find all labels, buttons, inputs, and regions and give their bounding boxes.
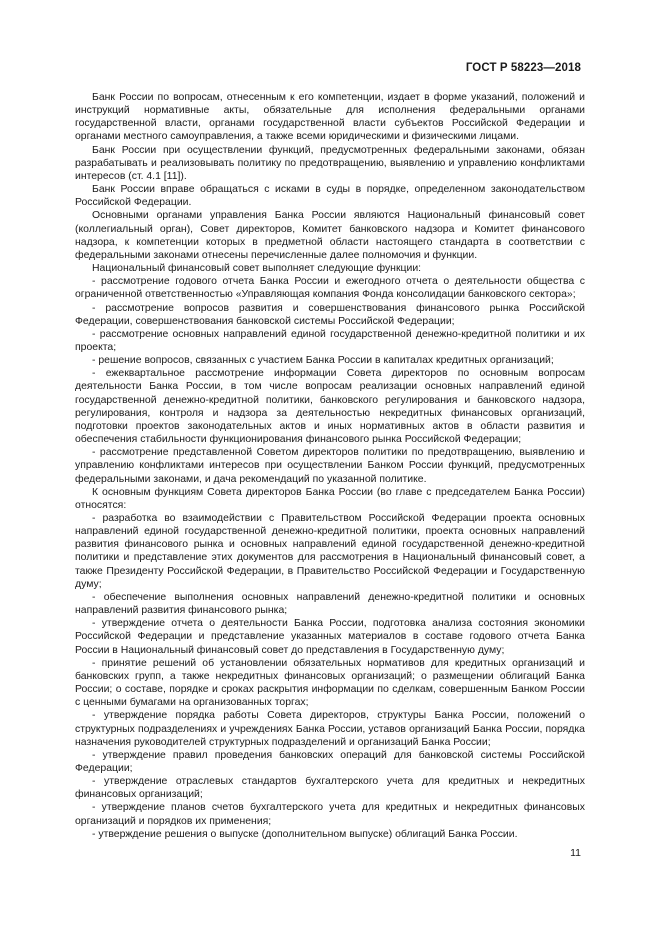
list-item: - утверждение отраслевых стандартов бухгалтерского учета для кредитных и некредитных финансовых организаций; <box>75 776 585 801</box>
list-item: - решение вопросов, связанных с участием Банка России в капиталах кредитных организаций; <box>92 355 554 367</box>
list-item: - утверждение правил проведения банковских операций для банковской системы Российской Федерации; <box>75 749 585 774</box>
list-item: - обеспечение выполнения основных направлений денежно-кредитной политики и основных направлений развития финансового рынка; <box>75 591 585 617</box>
paragraph: Банк России по вопросам, отнесенным к его компетенции, издает в форме указаний, положений и инструкций нормативные акты, обязательные для исполнения федеральными органами государственной власти, органами государственной власти субъектов Российской Федерации и органами местного самоуправления, а также всеми юридическими и физическими лицами. <box>75 92 585 143</box>
paragraph: Основными органами управления Банка России являются Национальный финансовый совет (коллегиальный орган), Совет директоров, Комитет банковского надзора и Комитет финансового надзора, к компетенции которых в предметной области настоящего стандарта в соответствии с федеральными законами отнесены перечисленные далее полномочия и функции. <box>75 210 585 261</box>
list-item: - ежеквартальное рассмотрение информации Совета директоров по основным вопросам деятельности Банка России, в том числе вопросам реализации основных направлений единой государственной денежно-кредитной политики, банковского регулирования и банковского надзора, регулирования, контроля и надзора за деятельностью некредитных финансовых организаций, подготовки проектов законодательных актов и иных нормативных актов в области развития и обеспечения стабильности функционирования финансового рынка Российской Федерации; <box>75 368 585 446</box>
paragraph: К основным функциям Совета директоров Банка России (во главе с председателем Банка России) относятся: <box>75 486 585 511</box>
list-item: - утверждение отчета о деятельности Банка России, подготовка анализа состояния экономики Российской Федерации и представление указанных материалов в составе годового отчета Банка России в Национальный финансовый совет до представления в Государственную думу; <box>75 618 585 656</box>
list-item: - рассмотрение основных направлений единой государственной денежно-кредитной политики и их проекта; <box>75 328 585 353</box>
list-item: - утверждение планов счетов бухгалтерского учета для кредитных и некредитных финансовых организаций и порядков их применения; <box>75 802 585 827</box>
page-number: 11 <box>570 847 581 859</box>
paragraph: Национальный финансовый совет выполняет следующие функции: <box>92 263 422 275</box>
document-header-code: ГОСТ Р 58223—2018 <box>465 62 581 74</box>
list-item: - утверждение порядка работы Совета директоров, структуры Банка России, положений о структурных подразделениях и учреждениях Банка России, уставов организаций Банка России, порядка назначения руководителей структурных подразделений и организаций Банка России; <box>75 710 585 748</box>
list-item: - рассмотрение годового отчета Банка России и ежегодного отчета о деятельности общества с ограниченной ответственностью «Управляющая компания Фонда консолидации банковского сектора»; <box>75 276 585 301</box>
list-item: - разработка во взаимодействии с Правительством Российской Федерации проекта основных направлений единой государственной денежно-кредитной политики, проекта основных направлений развития финансового рынка и основных направлений единой государственной денежно-кредитной политики и представление этих документов для рассмотрения в Национальный финансовый совет, а также Президенту Российской Федерации, в Правительство Российской Федерации и Государственную думу; <box>75 513 585 590</box>
paragraph: Банк России при осуществлении функций, предусмотренных федеральными законами, обязан разрабатывать и реализовывать политику по предотвращению, выявлению и управлению конфликтами интересов (ст. 4.1 [11]). <box>75 144 585 182</box>
document-body <box>75 91 585 841</box>
list-item: - принятие решений об установлении обязательных нормативов для кредитных организаций и банковских групп, а также некредитных финансовых организаций; о размещении облигаций Банка России; о составе, порядке и сроках раскрытия информации по сделкам, совершенным Банком России с ценными бумагами на организованных торгах; <box>75 657 585 709</box>
paragraph: Банк России вправе обращаться с исками в суды в порядке, определенном законодательством Российской Федерации. <box>75 184 585 209</box>
list-item: - утверждение решения о выпуске (дополнительном выпуске) облигаций Банка России. <box>92 828 518 840</box>
list-item: - рассмотрение представленной Советом директоров политики по предотвращению, выявлению и управлению конфликтами интересов при осуществлении Банком России функций, предусмотренных федеральными законами, и дача рекомендаций по указанной политике. <box>75 447 585 485</box>
list-item: - рассмотрение вопросов развития и совершенствования финансового рынка Российской Федерации, совершенствования банковской системы Российской Федерации; <box>75 302 585 327</box>
